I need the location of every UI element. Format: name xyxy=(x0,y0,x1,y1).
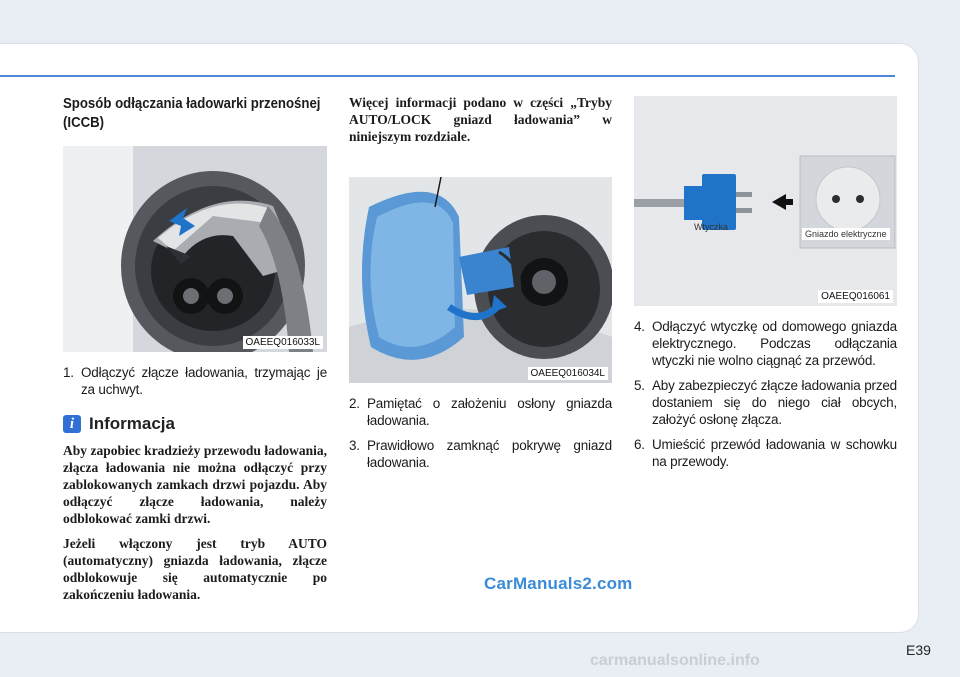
figure-code: OAEEQ016034L xyxy=(528,367,609,380)
steps-list xyxy=(349,395,612,471)
info-header xyxy=(63,414,327,434)
list-item xyxy=(63,364,327,398)
socket-label: Gniazdo elektryczne xyxy=(802,228,890,240)
list-item xyxy=(634,318,897,369)
steps-list xyxy=(634,318,897,470)
page-number: E39 xyxy=(906,642,931,658)
watermark-link[interactable]: CarManuals2.com xyxy=(484,574,633,593)
figure-socket-cover xyxy=(349,177,612,383)
info-title: Informacja xyxy=(89,414,175,433)
list-item xyxy=(349,395,612,429)
info-paragraph: Aby zapobiec kradzieży przewodu ładowania, złącza ładowania nie można odłączyć przy zablokowanych zamkach drzwi pojazdu. Aby odłączyć złącze ładowania, należy odblokować zamki drzwi. xyxy=(63,443,327,526)
column-right xyxy=(634,94,897,478)
step-number: 3. xyxy=(349,438,360,453)
list-item xyxy=(634,436,897,470)
figure-code: OAEEQ016061 xyxy=(818,290,893,303)
plug-label: Wtyczka xyxy=(694,222,729,232)
charging-door-illustration xyxy=(349,177,612,383)
step-text: Pamiętać o założeniu osłony gniazda ładowania. xyxy=(367,396,612,428)
step-text: Umieścić przewód ładowania w schowku na przewody. xyxy=(652,437,897,469)
step-number: 1. xyxy=(63,365,74,380)
info-icon: i xyxy=(63,415,81,433)
steps-list xyxy=(63,364,327,398)
column-left xyxy=(63,94,327,611)
figure-code: OAEEQ016033L xyxy=(243,336,324,349)
step-number: 4. xyxy=(634,319,645,334)
plug-socket-illustration xyxy=(634,96,897,306)
list-item xyxy=(634,377,897,428)
charging-connector-illustration xyxy=(63,146,327,352)
step-text: Prawidłowo zamknąć pokrywę gniazd ładowania. xyxy=(367,438,612,470)
column-middle xyxy=(349,94,612,479)
step-number: 6. xyxy=(634,437,645,452)
header-rule xyxy=(0,75,895,77)
figure-iccb-unplug xyxy=(63,146,327,352)
info-paragraph: Jeżeli włączony jest tryb AUTO (automatyczny) gniazda ładowania, złącze odblokowuje się automatycznie po zakończeniu ładowania. xyxy=(63,536,327,602)
figure-plug-socket xyxy=(634,96,897,306)
footer-watermark: carmanualsonline.info xyxy=(590,652,760,669)
reference-paragraph: Więcej informacji podano w części „Tryby AUTO/LOCK gniazd ładowania” w niniejszym rozdziale. xyxy=(349,95,612,144)
list-item xyxy=(349,437,612,471)
step-text: Odłączyć wtyczkę od domowego gniazda elektrycznego. Podczas odłączania wtyczki nie wolno ciągnąć za przewód. xyxy=(652,319,897,368)
step-number: 5. xyxy=(634,378,645,393)
step-text: Aby zabezpieczyć złącze ładowania przed dostaniem się do niego ciał obcych, założyć osłonę złącza. xyxy=(652,378,897,427)
step-number: 2. xyxy=(349,396,360,411)
section-heading: Sposób odłączania ładowarki przenośnej (ICCB) xyxy=(63,95,321,131)
step-text: Odłączyć złącze ładowania, trzymając je za uchwyt. xyxy=(81,365,327,397)
